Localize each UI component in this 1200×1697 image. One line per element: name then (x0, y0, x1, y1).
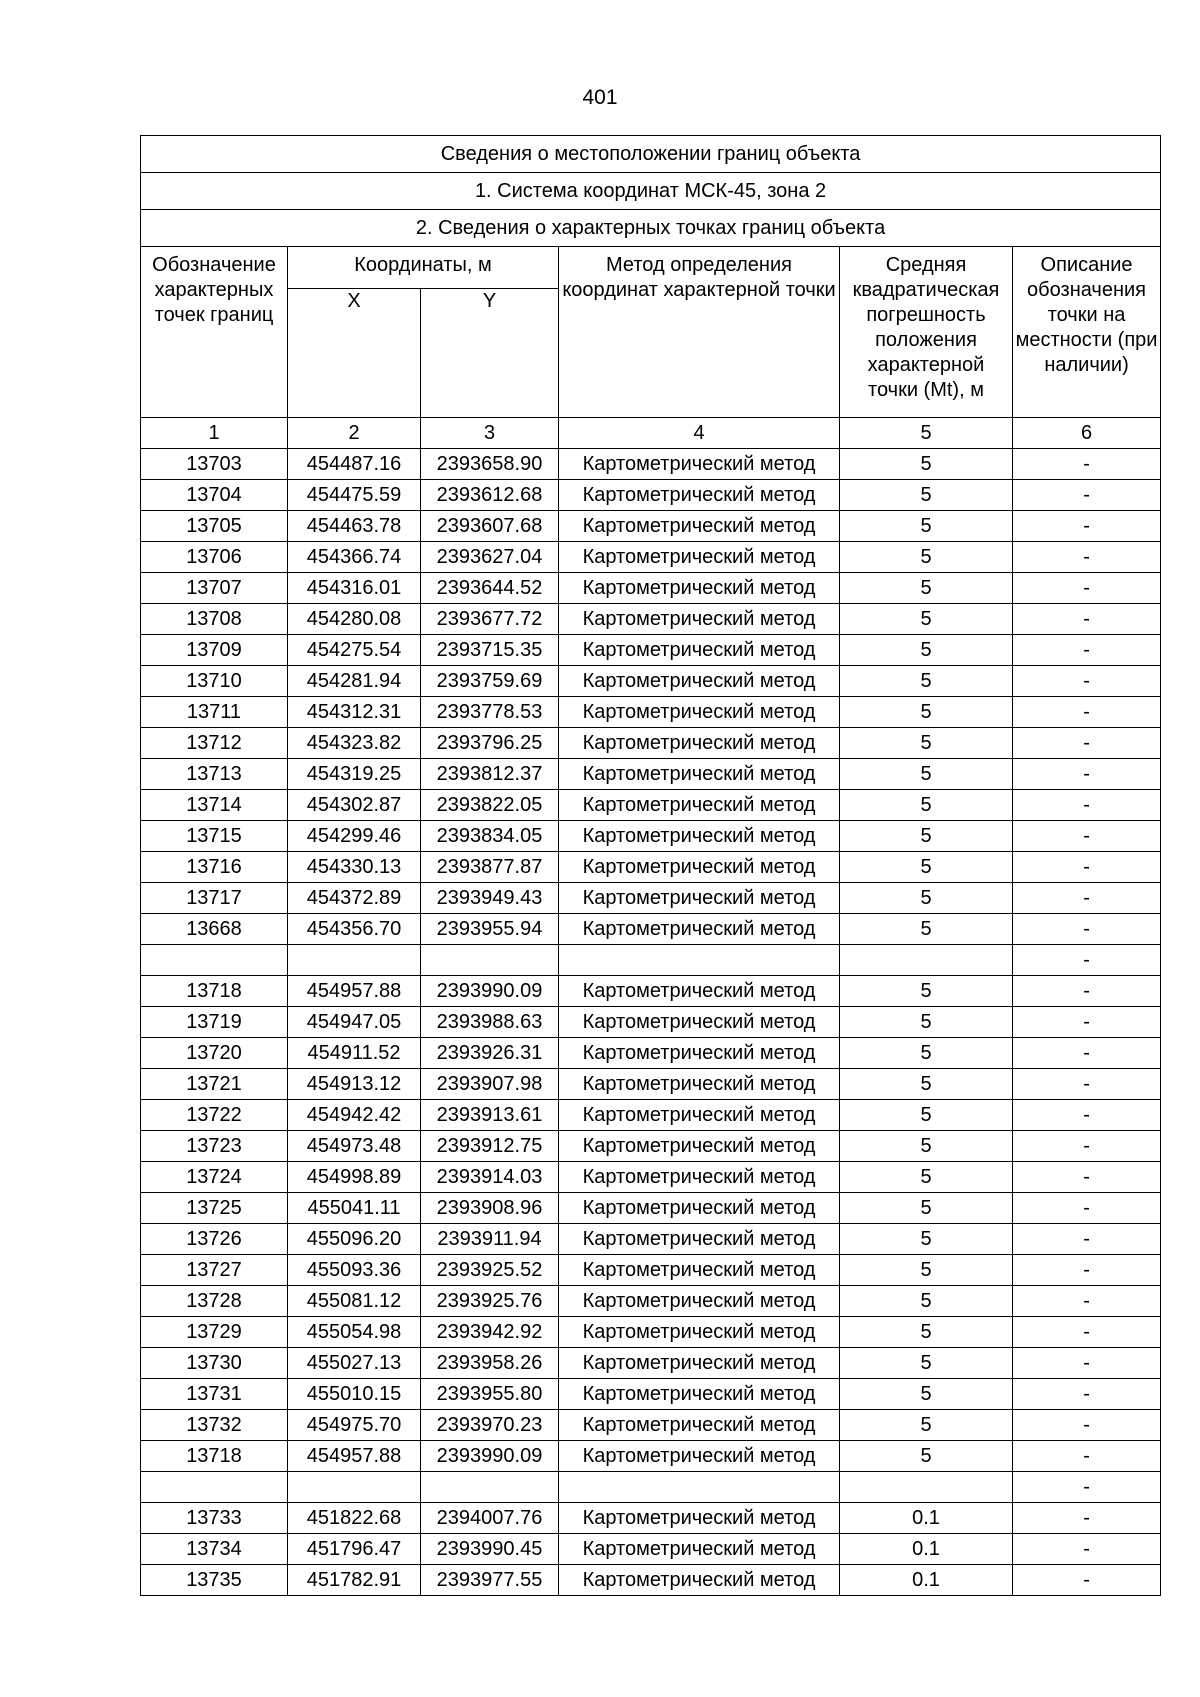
point-id-cell: 13720 (141, 1038, 288, 1069)
y-coordinate-cell: 2393942.92 (421, 1317, 559, 1348)
error-cell: 5 (840, 1193, 1013, 1224)
method-cell: Картометрический метод (559, 821, 840, 852)
header-coordinates: Координаты, м (288, 247, 559, 289)
error-cell: 5 (840, 1007, 1013, 1038)
error-cell: 5 (840, 573, 1013, 604)
header-error: Средняя квадратическая погрешность положения характерной точки (Mt), м (840, 247, 1013, 418)
description-cell: - (1013, 1255, 1161, 1286)
method-cell: Картометрический метод (559, 1038, 840, 1069)
point-id-cell: 13721 (141, 1069, 288, 1100)
y-coordinate-cell: 2393612.68 (421, 480, 559, 511)
method-cell: Картометрический метод (559, 542, 840, 573)
x-coordinate-cell: 454299.46 (288, 821, 421, 852)
point-id-cell: 13668 (141, 914, 288, 945)
y-coordinate-cell: 2393627.04 (421, 542, 559, 573)
error-cell: 5 (840, 914, 1013, 945)
description-cell: - (1013, 604, 1161, 635)
description-cell: - (1013, 1100, 1161, 1131)
point-id-cell: 13722 (141, 1100, 288, 1131)
table-row (141, 914, 1161, 945)
x-coordinate-cell (288, 1472, 421, 1503)
method-cell: Картометрический метод (559, 1410, 840, 1441)
y-coordinate-cell: 2393759.69 (421, 666, 559, 697)
error-cell: 5 (840, 542, 1013, 573)
error-cell: 5 (840, 666, 1013, 697)
method-cell: Картометрический метод (559, 790, 840, 821)
point-id-cell: 13706 (141, 542, 288, 573)
point-id-cell: 13713 (141, 759, 288, 790)
table-row (141, 1162, 1161, 1193)
error-cell: 5 (840, 1379, 1013, 1410)
y-coordinate-cell: 2393877.87 (421, 852, 559, 883)
y-coordinate-cell: 2393958.26 (421, 1348, 559, 1379)
y-coordinate-cell: 2393926.31 (421, 1038, 559, 1069)
error-cell: 5 (840, 821, 1013, 852)
y-coordinate-cell: 2393658.90 (421, 449, 559, 480)
description-cell: - (1013, 1038, 1161, 1069)
error-cell: 0.1 (840, 1503, 1013, 1534)
point-id-cell: 13718 (141, 1441, 288, 1472)
error-cell: 0.1 (840, 1534, 1013, 1565)
error-cell: 5 (840, 883, 1013, 914)
description-cell: - (1013, 542, 1161, 573)
boundary-points-table (140, 135, 1161, 1596)
description-cell: - (1013, 1007, 1161, 1038)
column-number: 1 (141, 418, 288, 449)
table-row (141, 1472, 1161, 1503)
description-cell: - (1013, 1069, 1161, 1100)
x-coordinate-cell: 454366.74 (288, 542, 421, 573)
x-coordinate-cell: 454463.78 (288, 511, 421, 542)
description-cell: - (1013, 1224, 1161, 1255)
table-row (141, 635, 1161, 666)
table-row (141, 976, 1161, 1007)
method-cell (559, 945, 840, 976)
error-cell: 5 (840, 1286, 1013, 1317)
description-cell: - (1013, 449, 1161, 480)
error-cell: 5 (840, 1255, 1013, 1286)
table-row (141, 1069, 1161, 1100)
method-cell: Картометрический метод (559, 604, 840, 635)
description-cell: - (1013, 759, 1161, 790)
point-id-cell: 13709 (141, 635, 288, 666)
error-cell: 0.1 (840, 1565, 1013, 1596)
method-cell: Картометрический метод (559, 480, 840, 511)
y-coordinate-cell: 2393925.52 (421, 1255, 559, 1286)
x-coordinate-cell: 454302.87 (288, 790, 421, 821)
x-coordinate-cell: 455010.15 (288, 1379, 421, 1410)
table-row (141, 604, 1161, 635)
method-cell: Картометрический метод (559, 883, 840, 914)
point-id-cell: 13707 (141, 573, 288, 604)
error-cell: 5 (840, 1100, 1013, 1131)
error-cell: 5 (840, 1131, 1013, 1162)
y-coordinate-cell: 2393925.76 (421, 1286, 559, 1317)
y-coordinate-cell: 2393970.23 (421, 1410, 559, 1441)
point-id-cell: 13734 (141, 1534, 288, 1565)
x-coordinate-cell: 454475.59 (288, 480, 421, 511)
method-cell: Картометрический метод (559, 728, 840, 759)
table-row (141, 852, 1161, 883)
point-id-cell: 13711 (141, 697, 288, 728)
column-number: 3 (421, 418, 559, 449)
y-coordinate-cell: 2393912.75 (421, 1131, 559, 1162)
x-coordinate-cell: 454947.05 (288, 1007, 421, 1038)
method-cell: Картометрический метод (559, 511, 840, 542)
y-coordinate-cell: 2393990.45 (421, 1534, 559, 1565)
y-coordinate-cell: 2393907.98 (421, 1069, 559, 1100)
table-row (141, 1534, 1161, 1565)
y-coordinate-cell: 2393977.55 (421, 1565, 559, 1596)
table-row (141, 1441, 1161, 1472)
x-coordinate-cell: 454942.42 (288, 1100, 421, 1131)
description-cell: - (1013, 1317, 1161, 1348)
method-cell: Картометрический метод (559, 1348, 840, 1379)
point-id-cell: 13735 (141, 1565, 288, 1596)
table-row (141, 542, 1161, 573)
y-coordinate-cell (421, 1472, 559, 1503)
header-designation: Обозначение характерных точек границ (141, 247, 288, 418)
point-id-cell: 13724 (141, 1162, 288, 1193)
point-id-cell: 13728 (141, 1286, 288, 1317)
point-id-cell: 13712 (141, 728, 288, 759)
point-id-cell (141, 945, 288, 976)
error-cell: 5 (840, 1410, 1013, 1441)
x-coordinate-cell: 454973.48 (288, 1131, 421, 1162)
coordinate-system: 1. Система координат МСК-45, зона 2 (141, 173, 1161, 210)
y-coordinate-cell: 2393715.35 (421, 635, 559, 666)
y-coordinate-cell: 2393822.05 (421, 790, 559, 821)
column-number: 6 (1013, 418, 1161, 449)
y-coordinate-cell: 2393911.94 (421, 1224, 559, 1255)
header-y: Y (421, 289, 559, 418)
point-id-cell: 13714 (141, 790, 288, 821)
header-description: Описание обозначения точки на местности (при наличии) (1013, 247, 1161, 418)
x-coordinate-cell: 451822.68 (288, 1503, 421, 1534)
table-row (141, 1100, 1161, 1131)
x-coordinate-cell: 451782.91 (288, 1565, 421, 1596)
method-cell: Картометрический метод (559, 1534, 840, 1565)
description-cell: - (1013, 1348, 1161, 1379)
point-id-cell: 13733 (141, 1503, 288, 1534)
y-coordinate-cell: 2393949.43 (421, 883, 559, 914)
method-cell: Картометрический метод (559, 573, 840, 604)
table-row (141, 1565, 1161, 1596)
point-id-cell: 13727 (141, 1255, 288, 1286)
point-id-cell: 13705 (141, 511, 288, 542)
column-number: 4 (559, 418, 840, 449)
y-coordinate-cell (421, 945, 559, 976)
y-coordinate-cell: 2393913.61 (421, 1100, 559, 1131)
column-number: 5 (840, 418, 1013, 449)
point-id-cell: 13704 (141, 480, 288, 511)
x-coordinate-cell: 454957.88 (288, 1441, 421, 1472)
method-cell: Картометрический метод (559, 1224, 840, 1255)
column-numbers-row (141, 418, 1161, 449)
method-cell: Картометрический метод (559, 1503, 840, 1534)
table-row (141, 728, 1161, 759)
point-id-cell: 13719 (141, 1007, 288, 1038)
x-coordinate-cell: 454316.01 (288, 573, 421, 604)
method-cell: Картометрический метод (559, 1193, 840, 1224)
x-coordinate-cell: 454913.12 (288, 1069, 421, 1100)
error-cell: 5 (840, 1441, 1013, 1472)
x-coordinate-cell: 454312.31 (288, 697, 421, 728)
y-coordinate-cell: 2393908.96 (421, 1193, 559, 1224)
table-row (141, 883, 1161, 914)
x-coordinate-cell: 454280.08 (288, 604, 421, 635)
description-cell: - (1013, 1162, 1161, 1193)
description-cell: - (1013, 480, 1161, 511)
table-row (141, 1379, 1161, 1410)
method-cell: Картометрический метод (559, 1100, 840, 1131)
x-coordinate-cell: 455081.12 (288, 1286, 421, 1317)
table-row (141, 945, 1161, 976)
point-id-cell: 13718 (141, 976, 288, 1007)
x-coordinate-cell: 454330.13 (288, 852, 421, 883)
x-coordinate-cell: 455054.98 (288, 1317, 421, 1348)
x-coordinate-cell: 454487.16 (288, 449, 421, 480)
table-row (141, 1317, 1161, 1348)
method-cell: Картометрический метод (559, 1255, 840, 1286)
y-coordinate-cell: 2393990.09 (421, 976, 559, 1007)
description-cell: - (1013, 1472, 1161, 1503)
header-method: Метод определения координат характерной точки (559, 247, 840, 418)
table-title: Сведения о местоположении границ объекта (141, 136, 1161, 173)
point-id-cell: 13730 (141, 1348, 288, 1379)
point-id-cell: 13731 (141, 1379, 288, 1410)
table-row (141, 821, 1161, 852)
point-id-cell: 13726 (141, 1224, 288, 1255)
table-row (141, 1131, 1161, 1162)
method-cell: Картометрический метод (559, 1162, 840, 1193)
point-id-cell: 13703 (141, 449, 288, 480)
error-cell: 5 (840, 759, 1013, 790)
error-cell: 5 (840, 604, 1013, 635)
y-coordinate-cell: 2393914.03 (421, 1162, 559, 1193)
error-cell: 5 (840, 511, 1013, 542)
x-coordinate-cell: 454275.54 (288, 635, 421, 666)
method-cell: Картометрический метод (559, 697, 840, 728)
table-row (141, 790, 1161, 821)
description-cell: - (1013, 1286, 1161, 1317)
x-coordinate-cell: 454356.70 (288, 914, 421, 945)
point-id-cell: 13725 (141, 1193, 288, 1224)
y-coordinate-cell: 2393955.80 (421, 1379, 559, 1410)
error-cell: 5 (840, 449, 1013, 480)
method-cell: Картометрический метод (559, 449, 840, 480)
error-cell: 5 (840, 852, 1013, 883)
column-number: 2 (288, 418, 421, 449)
table-row (141, 1224, 1161, 1255)
header-x: X (288, 289, 421, 418)
x-coordinate-cell: 455096.20 (288, 1224, 421, 1255)
table-row (141, 1193, 1161, 1224)
y-coordinate-cell: 2393778.53 (421, 697, 559, 728)
error-cell: 5 (840, 697, 1013, 728)
method-cell: Картометрический метод (559, 1565, 840, 1596)
description-cell: - (1013, 697, 1161, 728)
method-cell: Картометрический метод (559, 976, 840, 1007)
error-cell: 5 (840, 976, 1013, 1007)
point-id-cell: 13716 (141, 852, 288, 883)
description-cell: - (1013, 1534, 1161, 1565)
table-row (141, 511, 1161, 542)
description-cell: - (1013, 666, 1161, 697)
description-cell: - (1013, 914, 1161, 945)
table-row (141, 1348, 1161, 1379)
y-coordinate-cell: 2393955.94 (421, 914, 559, 945)
x-coordinate-cell: 454372.89 (288, 883, 421, 914)
description-cell: - (1013, 1503, 1161, 1534)
point-id-cell: 13710 (141, 666, 288, 697)
table-row (141, 480, 1161, 511)
error-cell: 5 (840, 1069, 1013, 1100)
table-row (141, 759, 1161, 790)
table-row (141, 1255, 1161, 1286)
x-coordinate-cell: 454319.25 (288, 759, 421, 790)
page-number: 401 (582, 86, 618, 109)
method-cell: Картометрический метод (559, 1379, 840, 1410)
table-row (141, 697, 1161, 728)
description-cell: - (1013, 1131, 1161, 1162)
description-cell: - (1013, 511, 1161, 542)
method-cell: Картометрический метод (559, 914, 840, 945)
point-id-cell: 13715 (141, 821, 288, 852)
description-cell: - (1013, 1379, 1161, 1410)
error-cell: 5 (840, 1224, 1013, 1255)
y-coordinate-cell: 2393607.68 (421, 511, 559, 542)
point-id-cell: 13732 (141, 1410, 288, 1441)
x-coordinate-cell: 454975.70 (288, 1410, 421, 1441)
description-cell: - (1013, 790, 1161, 821)
method-cell: Картометрический метод (559, 1007, 840, 1038)
point-id-cell: 13708 (141, 604, 288, 635)
y-coordinate-cell: 2393990.09 (421, 1441, 559, 1472)
method-cell: Картометрический метод (559, 1441, 840, 1472)
error-cell: 5 (840, 1317, 1013, 1348)
method-cell: Картометрический метод (559, 1286, 840, 1317)
description-cell: - (1013, 1565, 1161, 1596)
x-coordinate-cell (288, 945, 421, 976)
table-row (141, 449, 1161, 480)
method-cell: Картометрический метод (559, 1317, 840, 1348)
x-coordinate-cell: 454323.82 (288, 728, 421, 759)
error-cell: 5 (840, 1038, 1013, 1069)
description-cell: - (1013, 883, 1161, 914)
method-cell: Картометрический метод (559, 852, 840, 883)
method-cell (559, 1472, 840, 1503)
y-coordinate-cell: 2393677.72 (421, 604, 559, 635)
error-cell: 5 (840, 1348, 1013, 1379)
points-section-title: 2. Сведения о характерных точках границ объекта (141, 210, 1161, 247)
description-cell: - (1013, 945, 1161, 976)
x-coordinate-cell: 454998.89 (288, 1162, 421, 1193)
y-coordinate-cell: 2393988.63 (421, 1007, 559, 1038)
point-id-cell (141, 1472, 288, 1503)
error-cell: 5 (840, 728, 1013, 759)
method-cell: Картометрический метод (559, 666, 840, 697)
table-row (141, 1038, 1161, 1069)
x-coordinate-cell: 454281.94 (288, 666, 421, 697)
error-cell: 5 (840, 790, 1013, 821)
point-id-cell: 13717 (141, 883, 288, 914)
description-cell: - (1013, 1441, 1161, 1472)
error-cell: 5 (840, 1162, 1013, 1193)
table-row (141, 1410, 1161, 1441)
x-coordinate-cell: 455041.11 (288, 1193, 421, 1224)
description-cell: - (1013, 821, 1161, 852)
method-cell: Картометрический метод (559, 1131, 840, 1162)
description-cell: - (1013, 635, 1161, 666)
y-coordinate-cell: 2394007.76 (421, 1503, 559, 1534)
description-cell: - (1013, 1193, 1161, 1224)
table-row (141, 1503, 1161, 1534)
error-cell (840, 1472, 1013, 1503)
description-cell: - (1013, 728, 1161, 759)
y-coordinate-cell: 2393644.52 (421, 573, 559, 604)
error-cell (840, 945, 1013, 976)
table-row (141, 573, 1161, 604)
description-cell: - (1013, 573, 1161, 604)
error-cell: 5 (840, 480, 1013, 511)
x-coordinate-cell: 455093.36 (288, 1255, 421, 1286)
y-coordinate-cell: 2393834.05 (421, 821, 559, 852)
table-row (141, 1007, 1161, 1038)
y-coordinate-cell: 2393812.37 (421, 759, 559, 790)
method-cell: Картометрический метод (559, 759, 840, 790)
x-coordinate-cell: 454957.88 (288, 976, 421, 1007)
description-cell: - (1013, 1410, 1161, 1441)
x-coordinate-cell: 451796.47 (288, 1534, 421, 1565)
method-cell: Картометрический метод (559, 635, 840, 666)
method-cell: Картометрический метод (559, 1069, 840, 1100)
point-id-cell: 13723 (141, 1131, 288, 1162)
point-id-cell: 13729 (141, 1317, 288, 1348)
x-coordinate-cell: 454911.52 (288, 1038, 421, 1069)
y-coordinate-cell: 2393796.25 (421, 728, 559, 759)
table-row (141, 666, 1161, 697)
x-coordinate-cell: 455027.13 (288, 1348, 421, 1379)
description-cell: - (1013, 976, 1161, 1007)
error-cell: 5 (840, 635, 1013, 666)
table-row (141, 1286, 1161, 1317)
description-cell: - (1013, 852, 1161, 883)
